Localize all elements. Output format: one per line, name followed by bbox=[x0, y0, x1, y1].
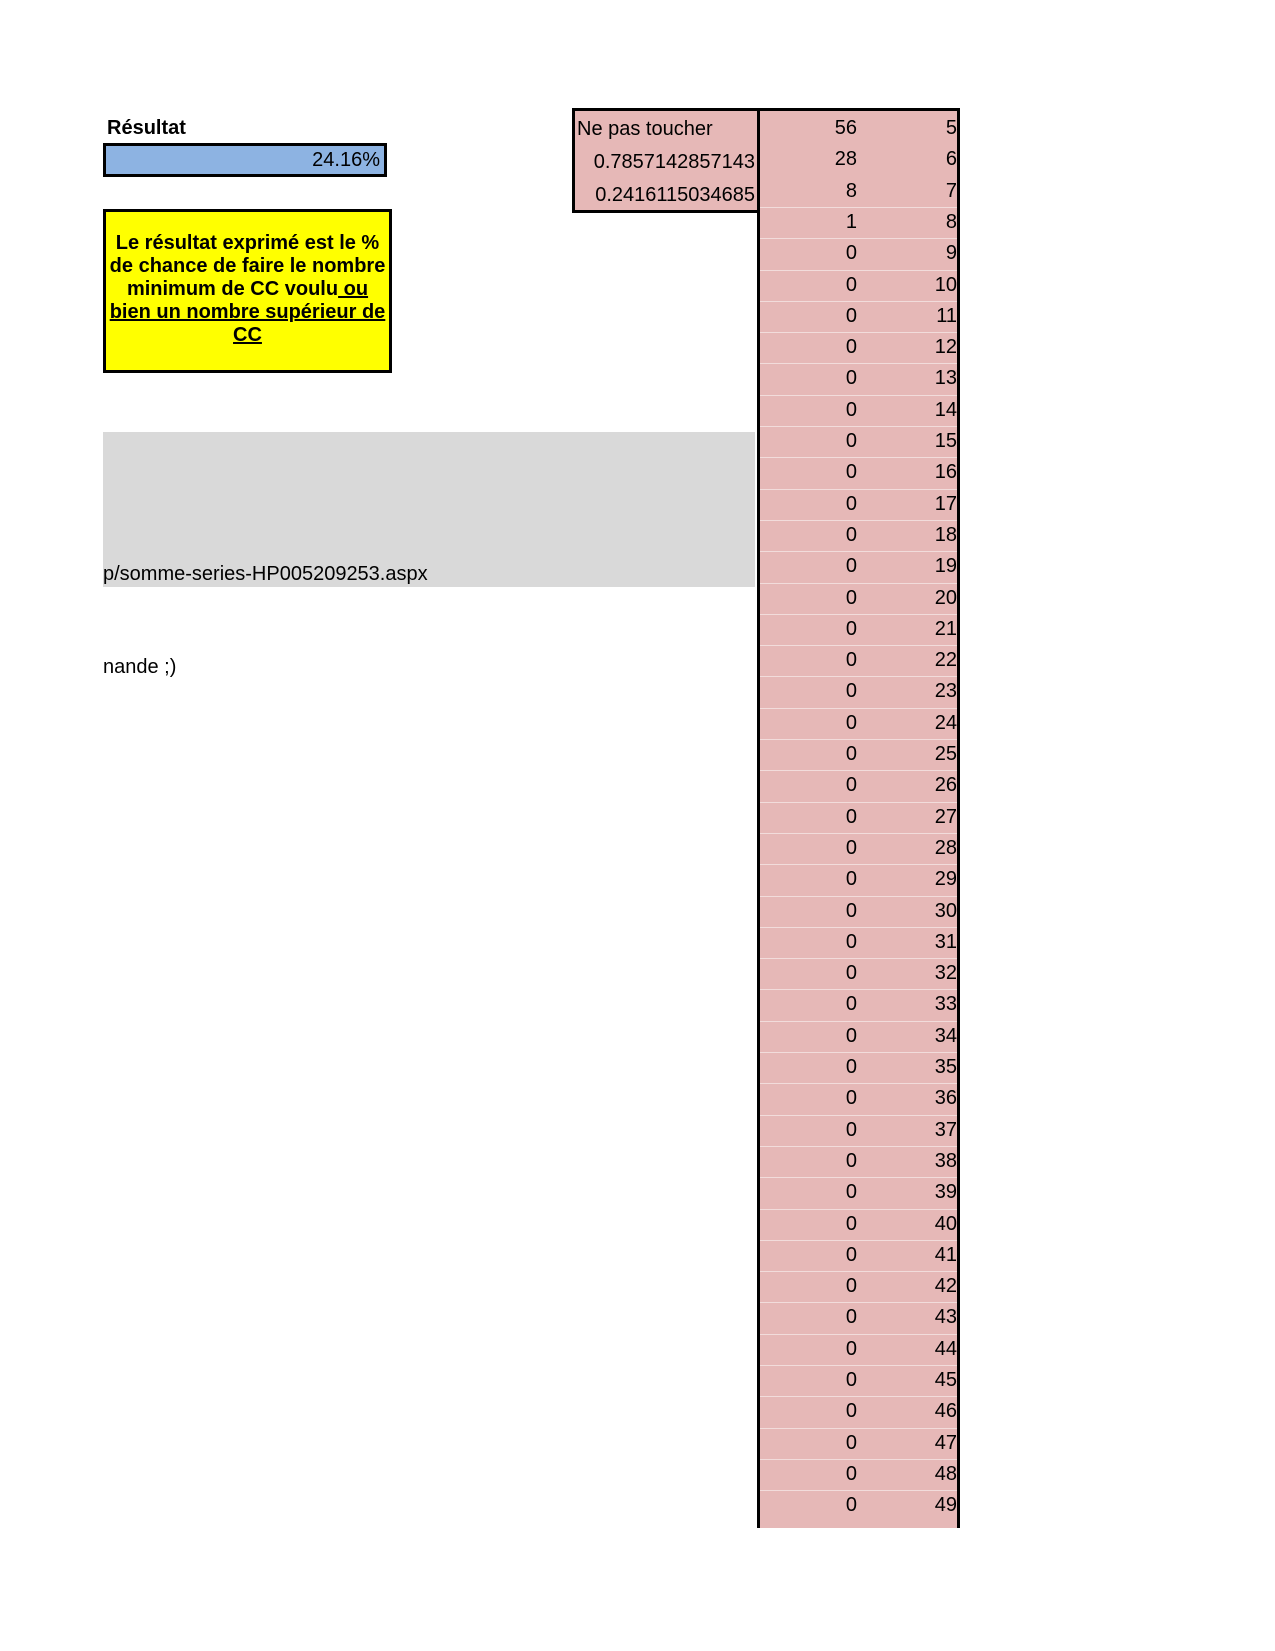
index-cell[interactable]: 35 bbox=[934, 1056, 957, 1078]
count-cell[interactable]: 0 bbox=[845, 242, 857, 265]
table-row bbox=[760, 1052, 957, 1083]
table-row bbox=[760, 113, 957, 144]
index-cell[interactable]: 17 bbox=[934, 492, 957, 515]
explanation-note bbox=[103, 209, 392, 373]
count-cell[interactable]: 0 bbox=[845, 774, 857, 797]
count-cell[interactable]: 1 bbox=[845, 210, 857, 233]
row-divider bbox=[760, 896, 957, 897]
index-cell[interactable]: 9 bbox=[945, 242, 957, 265]
note-line-3b: ou bbox=[338, 278, 369, 300]
row-divider bbox=[760, 676, 957, 677]
table-row bbox=[760, 270, 957, 301]
table-row bbox=[760, 520, 957, 551]
table-row bbox=[760, 770, 957, 801]
index-cell[interactable]: 32 bbox=[934, 962, 957, 985]
count-cell[interactable]: 0 bbox=[845, 1275, 857, 1298]
index-cell[interactable]: 47 bbox=[934, 1431, 957, 1454]
count-cell[interactable]: 0 bbox=[845, 1118, 857, 1141]
row-divider bbox=[760, 1459, 957, 1460]
index-cell[interactable]: 16 bbox=[934, 461, 957, 484]
row-divider bbox=[760, 802, 957, 803]
count-cell[interactable]: 0 bbox=[845, 962, 857, 985]
count-cell[interactable]: 0 bbox=[845, 899, 857, 922]
table-row bbox=[760, 958, 957, 989]
result-value-cell[interactable]: 24.16% bbox=[103, 143, 387, 177]
table-row bbox=[760, 676, 957, 707]
count-cell[interactable]: 0 bbox=[845, 1400, 857, 1423]
table-row bbox=[760, 1302, 957, 1333]
row-divider bbox=[760, 395, 957, 396]
row-divider bbox=[760, 1428, 957, 1429]
index-cell[interactable]: 30 bbox=[934, 899, 957, 922]
table-row bbox=[760, 457, 957, 488]
count-cell[interactable]: 0 bbox=[845, 711, 857, 734]
count-cell[interactable]: 0 bbox=[845, 1149, 857, 1172]
count-cell[interactable]: 0 bbox=[845, 586, 857, 609]
row-divider bbox=[760, 1083, 957, 1084]
table-row bbox=[760, 802, 957, 833]
table-row bbox=[760, 1459, 957, 1490]
count-cell[interactable]: 0 bbox=[845, 1494, 857, 1517]
row-divider bbox=[760, 1052, 957, 1053]
count-cell[interactable]: 0 bbox=[845, 1087, 857, 1110]
note-line-3 bbox=[108, 278, 387, 301]
hidden-value-1[interactable]: 0.7857142857143 bbox=[593, 151, 755, 173]
index-cell[interactable]: 44 bbox=[934, 1337, 957, 1360]
row-divider bbox=[760, 1334, 957, 1335]
count-cell[interactable]: 28 bbox=[834, 148, 857, 171]
index-cell[interactable]: 11 bbox=[936, 304, 957, 327]
count-cell[interactable]: 56 bbox=[834, 117, 857, 139]
row-divider bbox=[760, 833, 957, 834]
count-cell[interactable]: 0 bbox=[845, 1306, 857, 1329]
row-divider bbox=[760, 489, 957, 490]
resultat-label: Résultat bbox=[107, 117, 186, 139]
row-divider bbox=[760, 457, 957, 458]
do-not-touch-box bbox=[572, 108, 760, 213]
row-divider bbox=[760, 614, 957, 615]
index-cell[interactable]: 49 bbox=[934, 1494, 957, 1517]
note-line-2: de chance de faire le nombre bbox=[109, 255, 386, 277]
row-divider bbox=[760, 1240, 957, 1241]
count-cell[interactable]: 0 bbox=[845, 1024, 857, 1047]
count-cell[interactable]: 0 bbox=[845, 649, 857, 672]
row-divider bbox=[760, 207, 957, 208]
table-row bbox=[760, 1115, 957, 1146]
table-row bbox=[760, 1334, 957, 1365]
row-divider bbox=[760, 989, 957, 990]
table-row bbox=[760, 645, 957, 676]
row-divider bbox=[760, 739, 957, 740]
table-row bbox=[760, 207, 957, 238]
index-cell[interactable]: 15 bbox=[934, 430, 957, 452]
row-divider bbox=[760, 1209, 957, 1210]
row-divider bbox=[760, 1365, 957, 1366]
count-cell[interactable]: 0 bbox=[845, 743, 857, 765]
index-cell[interactable]: 8 bbox=[945, 210, 957, 233]
index-cell[interactable]: 46 bbox=[934, 1400, 957, 1423]
table-row bbox=[760, 864, 957, 895]
index-cell[interactable]: 45 bbox=[934, 1369, 957, 1391]
column-top-border bbox=[757, 108, 960, 111]
row-divider bbox=[760, 708, 957, 709]
count-cell[interactable]: 0 bbox=[845, 336, 857, 359]
index-cell[interactable]: 43 bbox=[934, 1306, 957, 1329]
table-row bbox=[760, 1146, 957, 1177]
hidden-value-2[interactable]: 0.2416115034685 bbox=[595, 184, 755, 206]
row-divider bbox=[760, 1177, 957, 1178]
count-cell[interactable]: 0 bbox=[845, 398, 857, 421]
index-cell[interactable]: 39 bbox=[934, 1181, 957, 1204]
count-cell[interactable]: 8 bbox=[845, 179, 857, 202]
table-row bbox=[760, 426, 957, 457]
index-cell[interactable]: 19 bbox=[934, 555, 957, 578]
table-row bbox=[760, 1083, 957, 1114]
table-row bbox=[760, 896, 957, 927]
row-divider bbox=[760, 551, 957, 552]
row-divider bbox=[760, 1115, 957, 1116]
count-cell[interactable]: 0 bbox=[845, 1462, 857, 1485]
index-cell[interactable]: 29 bbox=[934, 868, 957, 891]
count-cell[interactable]: 0 bbox=[845, 1431, 857, 1454]
table-row bbox=[760, 1396, 957, 1427]
row-divider bbox=[760, 270, 957, 271]
row-divider bbox=[760, 238, 957, 239]
table-row bbox=[760, 1021, 957, 1052]
note-line-5: CC bbox=[233, 324, 262, 346]
count-cell[interactable]: 0 bbox=[845, 617, 857, 640]
index-cell[interactable]: 10 bbox=[934, 273, 957, 296]
count-cell[interactable]: 0 bbox=[845, 930, 857, 953]
comment-text: nande ;) bbox=[103, 656, 177, 678]
table-row bbox=[760, 1490, 957, 1521]
index-cell[interactable]: 18 bbox=[934, 523, 957, 546]
count-cell[interactable]: 0 bbox=[845, 1337, 857, 1360]
index-cell[interactable]: 42 bbox=[934, 1275, 957, 1298]
table-row bbox=[760, 1428, 957, 1459]
row-divider bbox=[760, 1271, 957, 1272]
row-divider bbox=[760, 363, 957, 364]
index-cell[interactable]: 33 bbox=[934, 993, 957, 1016]
table-row bbox=[760, 489, 957, 520]
index-cell[interactable]: 24 bbox=[934, 711, 957, 734]
index-cell[interactable]: 38 bbox=[934, 1149, 957, 1172]
row-divider bbox=[760, 645, 957, 646]
url-text: p/somme-series-HP005209253.aspx bbox=[103, 563, 428, 585]
note-line-3a: minimum de CC voulu bbox=[126, 278, 339, 300]
index-cell[interactable]: 7 bbox=[945, 179, 957, 202]
table-row bbox=[760, 238, 957, 269]
index-cell[interactable]: 22 bbox=[934, 649, 957, 672]
count-cell[interactable]: 0 bbox=[845, 461, 857, 484]
index-cell[interactable]: 48 bbox=[934, 1462, 957, 1485]
row-divider bbox=[760, 927, 957, 928]
row-divider bbox=[760, 864, 957, 865]
row-divider bbox=[760, 1396, 957, 1397]
row-divider bbox=[760, 1490, 957, 1491]
index-cell[interactable]: 20 bbox=[934, 586, 957, 609]
table-row bbox=[760, 1271, 957, 1302]
index-cell[interactable]: 40 bbox=[934, 1212, 957, 1235]
index-cell[interactable]: 23 bbox=[934, 680, 957, 703]
table-row bbox=[760, 989, 957, 1020]
row-divider bbox=[760, 583, 957, 584]
row-divider bbox=[760, 332, 957, 333]
count-cell[interactable]: 0 bbox=[845, 304, 857, 327]
count-cell[interactable]: 0 bbox=[845, 492, 857, 515]
table-row bbox=[760, 1240, 957, 1271]
row-divider bbox=[760, 520, 957, 521]
table-row bbox=[760, 583, 957, 614]
index-cell[interactable]: 28 bbox=[934, 836, 957, 859]
table-row bbox=[760, 144, 957, 175]
count-cell[interactable]: 0 bbox=[845, 1056, 857, 1078]
table-row bbox=[760, 301, 957, 332]
count-cell[interactable]: 0 bbox=[845, 805, 857, 828]
index-cell[interactable]: 41 bbox=[934, 1243, 957, 1266]
index-cell[interactable]: 25 bbox=[934, 743, 957, 765]
count-cell[interactable]: 0 bbox=[845, 1369, 857, 1391]
table-row bbox=[760, 739, 957, 770]
row-divider bbox=[760, 1146, 957, 1147]
row-divider bbox=[760, 301, 957, 302]
count-cell[interactable]: 0 bbox=[845, 836, 857, 859]
table-row bbox=[760, 395, 957, 426]
table-row bbox=[760, 1209, 957, 1240]
count-cell[interactable]: 0 bbox=[845, 555, 857, 578]
index-cell[interactable]: 5 bbox=[945, 117, 957, 139]
table-row bbox=[760, 1365, 957, 1396]
table-row bbox=[760, 1177, 957, 1208]
index-cell[interactable]: 34 bbox=[934, 1024, 957, 1047]
index-cell[interactable]: 27 bbox=[934, 805, 957, 828]
row-divider bbox=[760, 426, 957, 427]
index-cell[interactable]: 12 bbox=[934, 336, 957, 359]
table-row bbox=[760, 551, 957, 582]
count-cell[interactable]: 0 bbox=[845, 367, 857, 390]
count-cell[interactable]: 0 bbox=[845, 993, 857, 1016]
index-cell[interactable]: 36 bbox=[934, 1087, 957, 1110]
table-row bbox=[760, 708, 957, 739]
table-row bbox=[760, 363, 957, 394]
count-cell[interactable]: 0 bbox=[845, 523, 857, 546]
count-cell[interactable]: 0 bbox=[845, 1212, 857, 1235]
note-line-4: bien un nombre supérieur de bbox=[109, 301, 386, 323]
note-line-1: Le résultat exprimé est le % bbox=[115, 232, 380, 254]
row-divider bbox=[760, 1021, 957, 1022]
count-cell[interactable]: 0 bbox=[845, 273, 857, 296]
count-cell[interactable]: 0 bbox=[845, 430, 857, 452]
index-cell[interactable]: 6 bbox=[945, 148, 957, 171]
table-row bbox=[760, 176, 957, 207]
index-cell[interactable]: 14 bbox=[934, 398, 957, 421]
table-row bbox=[760, 833, 957, 864]
index-cell[interactable]: 31 bbox=[934, 930, 957, 953]
table-row bbox=[760, 332, 957, 363]
table-row bbox=[760, 927, 957, 958]
row-divider bbox=[760, 958, 957, 959]
row-divider bbox=[760, 770, 957, 771]
index-cell[interactable]: 37 bbox=[934, 1118, 957, 1141]
index-cell[interactable]: 26 bbox=[934, 774, 957, 797]
index-cell[interactable]: 21 bbox=[934, 617, 957, 640]
count-cell[interactable]: 0 bbox=[845, 1243, 857, 1266]
index-cell[interactable]: 13 bbox=[934, 367, 957, 390]
count-cell[interactable]: 0 bbox=[845, 680, 857, 703]
row-divider bbox=[760, 1302, 957, 1303]
table-row bbox=[760, 614, 957, 645]
do-not-touch-label[interactable]: Ne pas toucher bbox=[577, 118, 713, 140]
count-cell[interactable]: 0 bbox=[845, 1181, 857, 1204]
count-cell[interactable]: 0 bbox=[845, 868, 857, 891]
